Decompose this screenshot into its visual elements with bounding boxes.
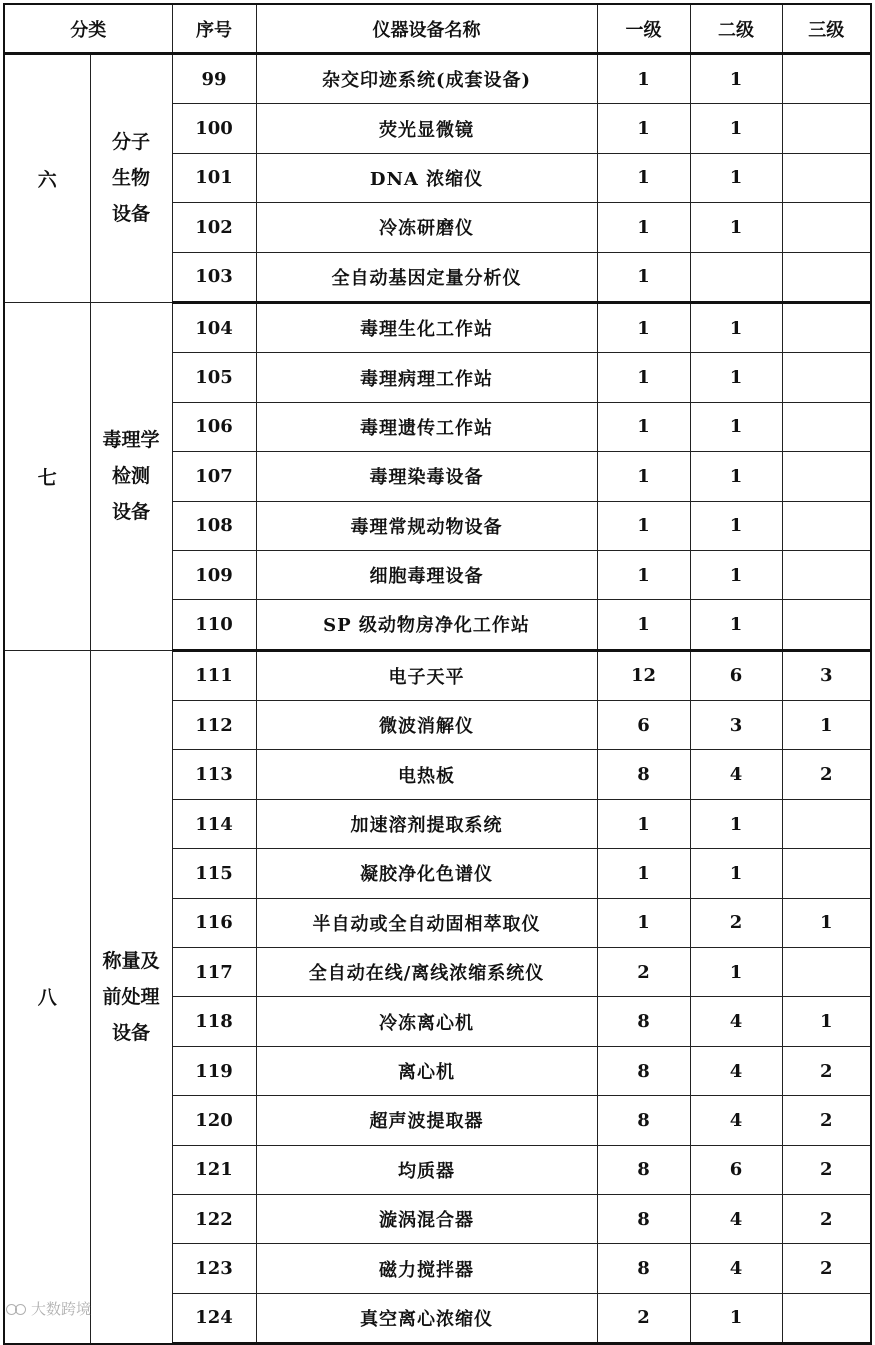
header-seq: 序号 (172, 4, 256, 54)
name-cell: 细胞毒理设备 (256, 550, 597, 599)
seq-cell: 114 (172, 799, 256, 848)
level3-cell (782, 54, 871, 104)
category-name (90, 54, 172, 303)
level2-cell: 6 (690, 1145, 782, 1194)
level3-cell: 1 (782, 997, 871, 1046)
name-cell: 超声波提取器 (256, 1096, 597, 1145)
level2-cell: 1 (690, 1293, 782, 1343)
seq-cell: 108 (172, 501, 256, 550)
category-number: 七 (4, 302, 90, 650)
category-number: 六 (4, 54, 90, 303)
level2-cell: 1 (690, 302, 782, 352)
seq-cell: 111 (172, 650, 256, 700)
level3-cell (782, 353, 871, 402)
level2-cell: 1 (690, 849, 782, 898)
seq-cell: 122 (172, 1194, 256, 1243)
level3-cell (782, 203, 871, 252)
seq-cell: 116 (172, 898, 256, 947)
level3-cell (782, 302, 871, 352)
level1-cell: 1 (597, 898, 690, 947)
name-cell: 全自动在线/离线浓缩系统仪 (256, 948, 597, 997)
name-cell: 漩涡混合器 (256, 1194, 597, 1243)
level2-cell: 2 (690, 898, 782, 947)
seq-cell: 121 (172, 1145, 256, 1194)
header-level1: 一级 (597, 4, 690, 54)
level1-cell: 12 (597, 650, 690, 700)
category-name-line: 设备 (111, 501, 150, 524)
name-cell: 均质器 (256, 1145, 597, 1194)
seq-cell: 106 (172, 402, 256, 451)
seq-cell: 115 (172, 849, 256, 898)
level2-cell: 4 (690, 1194, 782, 1243)
level2-cell: 6 (690, 650, 782, 700)
category-name-line: 检测 (111, 465, 150, 488)
category-name-line: 分子 (111, 131, 150, 154)
name-cell: 全自动基因定量分析仪 (256, 252, 597, 302)
level2-cell (690, 252, 782, 302)
category-name (90, 650, 172, 1343)
level3-cell: 2 (782, 1096, 871, 1145)
name-cell: 毒理遗传工作站 (256, 402, 597, 451)
seq-cell: 113 (172, 750, 256, 799)
table-body (4, 54, 871, 1344)
table-row (4, 54, 871, 104)
name-cell: 荧光显微镜 (256, 104, 597, 153)
header-level3: 三级 (782, 4, 871, 54)
seq-cell: 101 (172, 153, 256, 202)
category-name-line: 设备 (111, 203, 150, 226)
name-cell: 电热板 (256, 750, 597, 799)
seq-cell: 123 (172, 1244, 256, 1293)
name-cell: 毒理染毒设备 (256, 452, 597, 501)
name-cell: 毒理常规动物设备 (256, 501, 597, 550)
level2-cell: 1 (690, 153, 782, 202)
category-name-line: 生物 (111, 167, 150, 190)
name-cell: 离心机 (256, 1046, 597, 1095)
seq-cell: 102 (172, 203, 256, 252)
name-cell: 毒理生化工作站 (256, 302, 597, 352)
level1-cell: 1 (597, 550, 690, 599)
header-level2: 二级 (690, 4, 782, 54)
category-number: 八 (4, 650, 90, 1343)
level3-cell: 1 (782, 898, 871, 947)
level2-cell: 1 (690, 104, 782, 153)
level2-cell: 4 (690, 1046, 782, 1095)
name-cell: 加速溶剂提取系统 (256, 799, 597, 848)
seq-cell: 124 (172, 1293, 256, 1343)
name-cell: 冷冻离心机 (256, 997, 597, 1046)
level1-cell: 1 (597, 353, 690, 402)
category-name-line: 前处理 (102, 985, 160, 1008)
level3-cell (782, 252, 871, 302)
level3-cell (782, 600, 871, 650)
level3-cell (782, 153, 871, 202)
level3-cell: 3 (782, 650, 871, 700)
level1-cell: 1 (597, 203, 690, 252)
level3-cell: 2 (782, 1145, 871, 1194)
name-cell: 毒理病理工作站 (256, 353, 597, 402)
name-cell: 冷冻研磨仪 (256, 203, 597, 252)
seq-cell: 105 (172, 353, 256, 402)
table-row (4, 302, 871, 352)
level3-cell (782, 1293, 871, 1343)
category-name (90, 302, 172, 650)
name-cell: 真空离心浓缩仪 (256, 1293, 597, 1343)
equipment-table (3, 3, 872, 1345)
level3-cell: 1 (782, 701, 871, 750)
level1-cell: 1 (597, 452, 690, 501)
name-cell: 半自动或全自动固相萃取仪 (256, 898, 597, 947)
name-cell: 微波消解仪 (256, 701, 597, 750)
level2-cell: 1 (690, 799, 782, 848)
table-row (4, 650, 871, 700)
level2-cell: 1 (690, 353, 782, 402)
category-name-line: 设备 (111, 1021, 150, 1044)
level1-cell: 8 (597, 750, 690, 799)
level1-cell: 1 (597, 54, 690, 104)
level1-cell: 8 (597, 1194, 690, 1243)
level1-cell: 1 (597, 501, 690, 550)
seq-cell: 118 (172, 997, 256, 1046)
level3-cell: 2 (782, 1244, 871, 1293)
seq-cell: 104 (172, 302, 256, 352)
level2-cell: 1 (690, 600, 782, 650)
name-cell: 凝胶净化色谱仪 (256, 849, 597, 898)
level1-cell: 8 (597, 1046, 690, 1095)
level2-cell: 4 (690, 997, 782, 1046)
name-cell: 电子天平 (256, 650, 597, 700)
seq-cell: 119 (172, 1046, 256, 1095)
level1-cell: 1 (597, 302, 690, 352)
header-category: 分类 (4, 4, 172, 54)
name-cell: SP 级动物房净化工作站 (256, 600, 597, 650)
level1-cell: 1 (597, 402, 690, 451)
level3-cell (782, 452, 871, 501)
level3-cell (782, 849, 871, 898)
level2-cell: 4 (690, 750, 782, 799)
level2-cell: 1 (690, 550, 782, 599)
category-name-line: 称量及 (102, 949, 160, 972)
seq-cell: 99 (172, 54, 256, 104)
level1-cell: 8 (597, 997, 690, 1046)
level1-cell: 8 (597, 1244, 690, 1293)
level1-cell: 6 (597, 701, 690, 750)
level1-cell: 2 (597, 948, 690, 997)
level3-cell (782, 550, 871, 599)
seq-cell: 103 (172, 252, 256, 302)
level1-cell: 8 (597, 1096, 690, 1145)
name-cell: 磁力搅拌器 (256, 1244, 597, 1293)
level1-cell: 1 (597, 799, 690, 848)
level3-cell (782, 402, 871, 451)
seq-cell: 110 (172, 600, 256, 650)
level3-cell (782, 104, 871, 153)
watermark (6, 1298, 91, 1319)
level1-cell: 8 (597, 1145, 690, 1194)
name-cell: 杂交印迹系统(成套设备) (256, 54, 597, 104)
level1-cell: 1 (597, 153, 690, 202)
header-name: 仪器设备名称 (256, 4, 597, 54)
level3-cell: 2 (782, 1046, 871, 1095)
level2-cell: 1 (690, 501, 782, 550)
seq-cell: 107 (172, 452, 256, 501)
level1-cell: 1 (597, 104, 690, 153)
seq-cell: 109 (172, 550, 256, 599)
seq-cell: 112 (172, 701, 256, 750)
seq-cell: 117 (172, 948, 256, 997)
level2-cell: 3 (690, 701, 782, 750)
level2-cell: 1 (690, 402, 782, 451)
level2-cell: 1 (690, 948, 782, 997)
table-header (4, 4, 871, 54)
level2-cell: 4 (690, 1244, 782, 1293)
level3-cell (782, 501, 871, 550)
level2-cell: 1 (690, 203, 782, 252)
level3-cell (782, 948, 871, 997)
category-name-line: 毒理学 (102, 429, 160, 452)
level1-cell: 2 (597, 1293, 690, 1343)
seq-cell: 100 (172, 104, 256, 153)
level1-cell: 1 (597, 252, 690, 302)
seq-cell: 120 (172, 1096, 256, 1145)
level3-cell: 2 (782, 1194, 871, 1243)
level1-cell: 1 (597, 849, 690, 898)
level1-cell: 1 (597, 600, 690, 650)
level3-cell (782, 799, 871, 848)
infinity-logo-icon (6, 1302, 28, 1316)
watermark-text: 大数跨境 (31, 1300, 92, 1318)
level2-cell: 1 (690, 54, 782, 104)
level2-cell: 4 (690, 1096, 782, 1145)
level3-cell: 2 (782, 750, 871, 799)
level2-cell: 1 (690, 452, 782, 501)
name-cell: DNA 浓缩仪 (256, 153, 597, 202)
